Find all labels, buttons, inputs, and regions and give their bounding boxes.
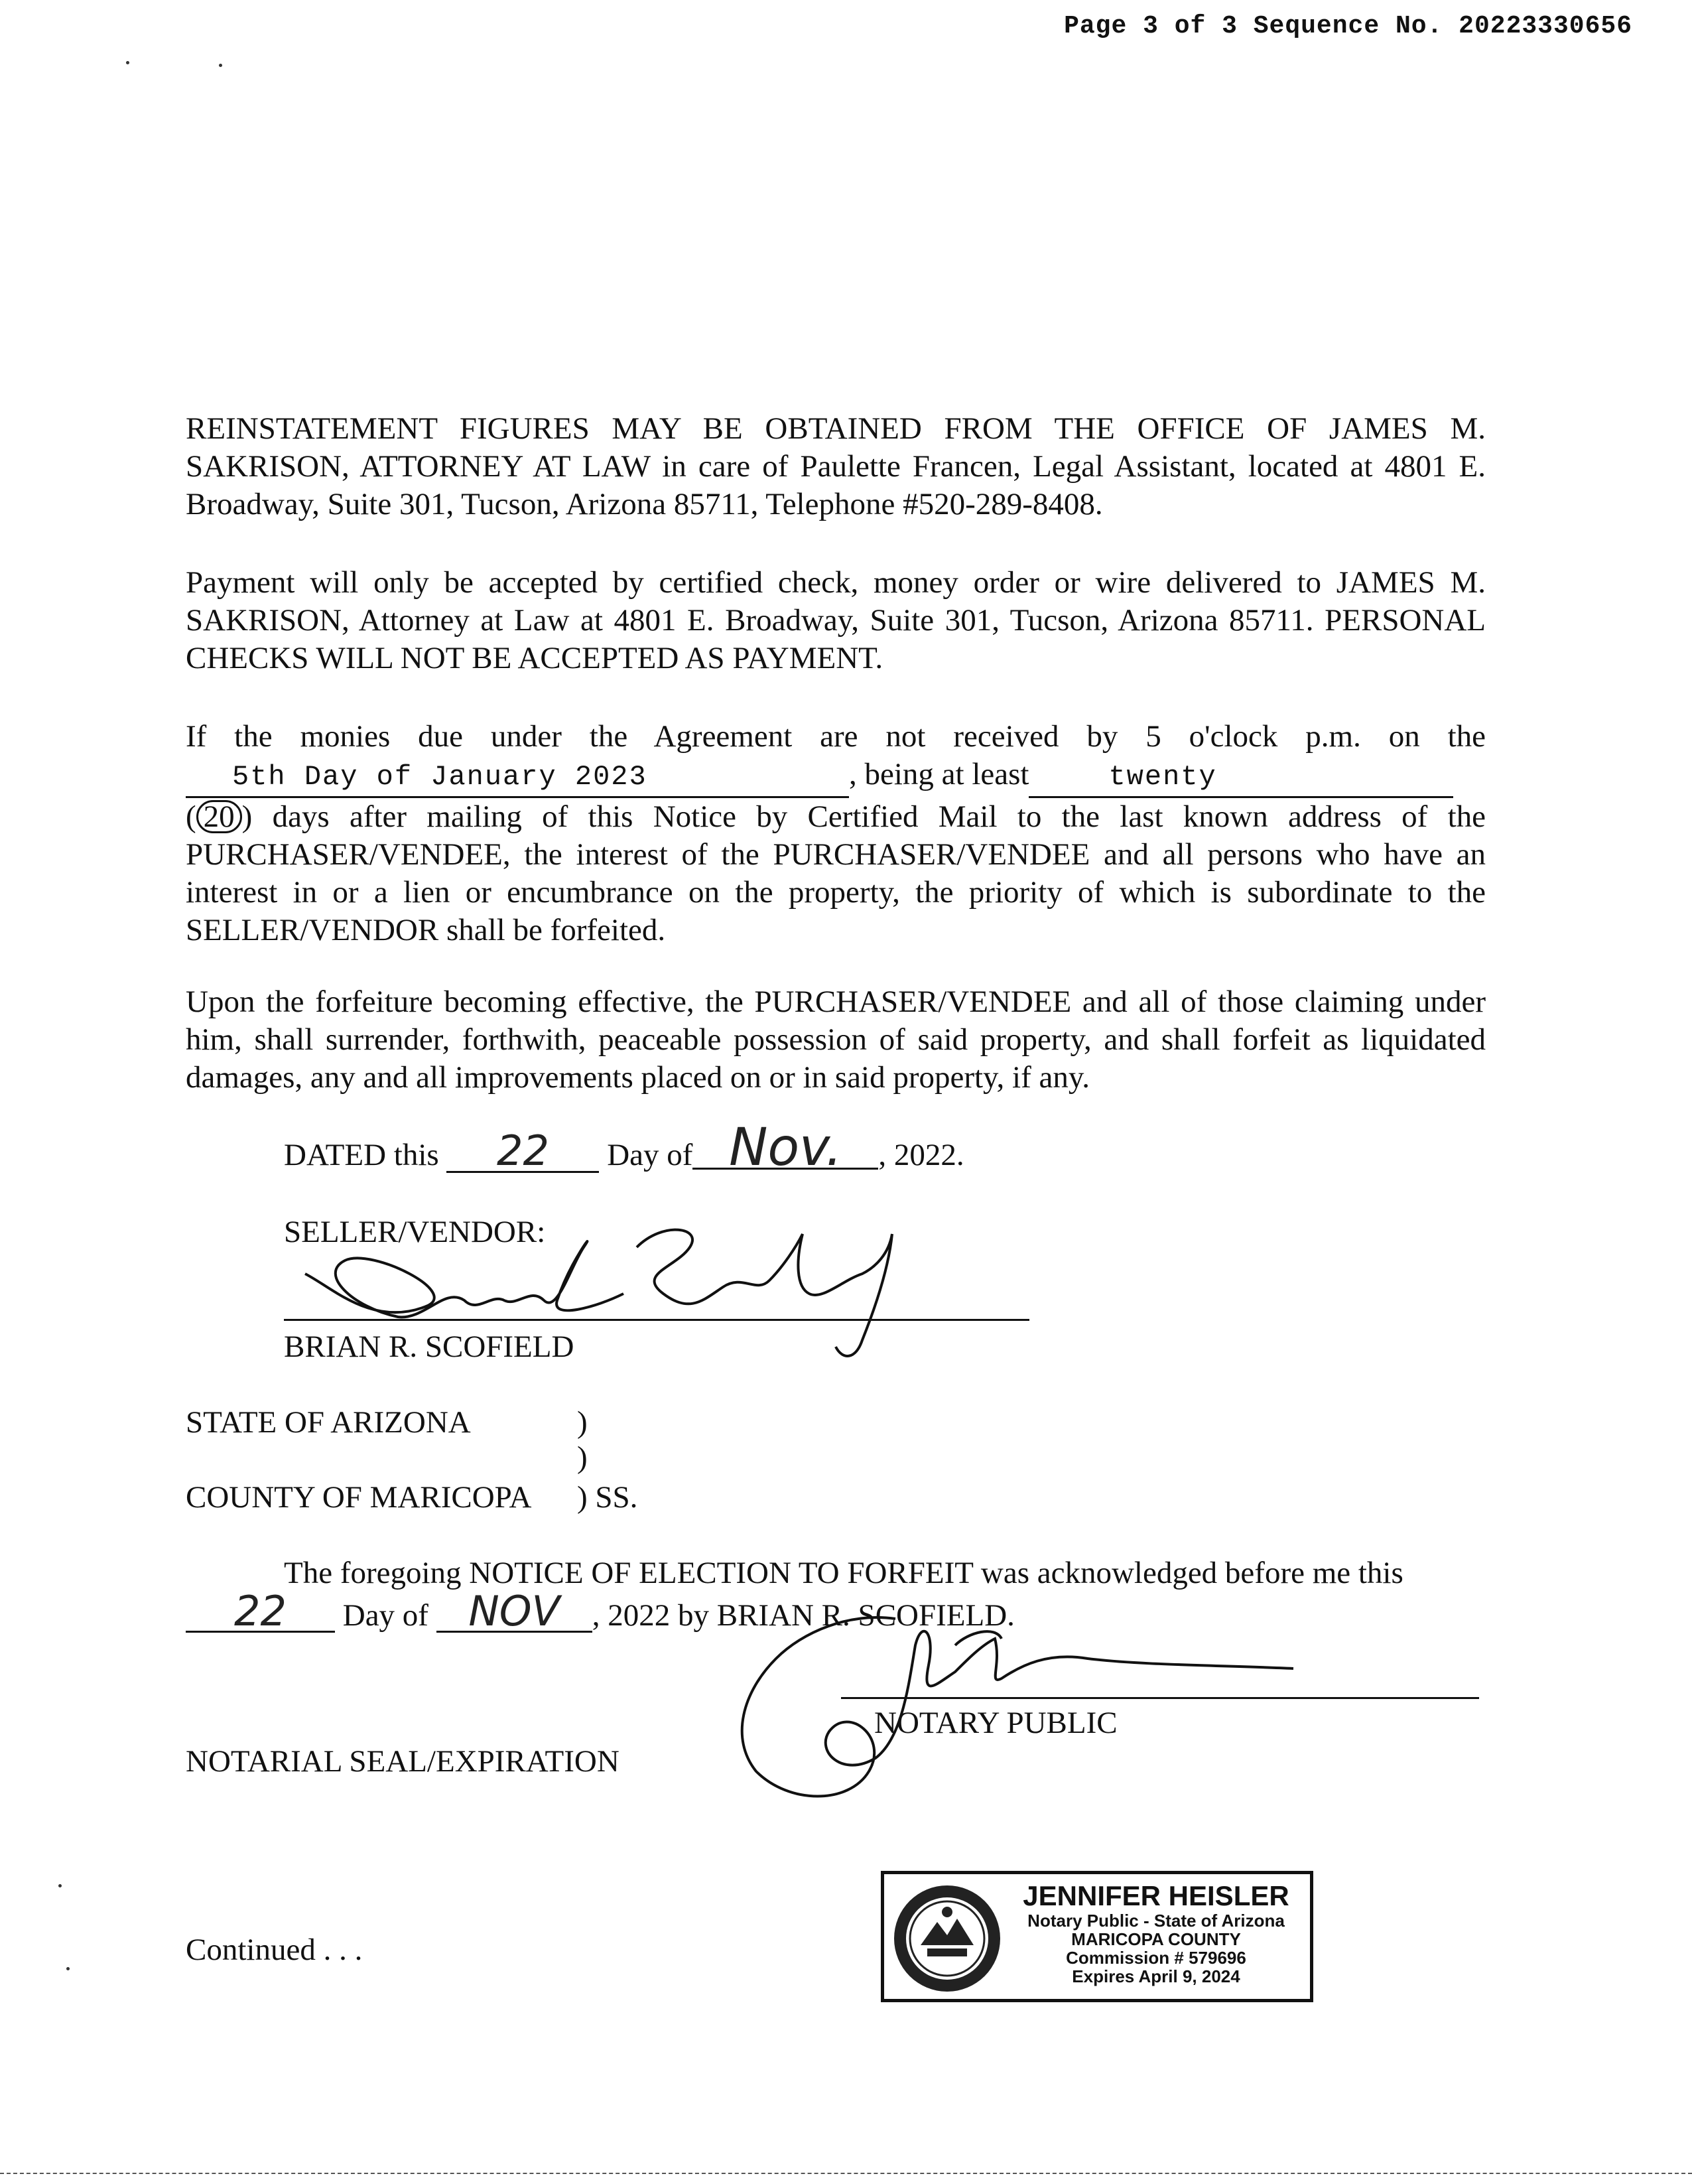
payment-paragraph: Payment will only be accepted by certified check, money order or wire delivered to JAMES M. SAKRISON, Attorney at Law at 4801 E. Broadway, Suite 301, Tucson, Arizona 85711. PERSONAL CHECKS WILL NOT BE ACCEPTED AS PAYMENT. xyxy=(186,565,1486,675)
seller-name: BRIAN R. SCOFIELD xyxy=(284,1330,574,1364)
acknowledgment-intro: The foregoing NOTICE OF ELECTION TO FORFEIT was acknowledged before me this xyxy=(284,1556,1403,1590)
dated-day-field: 22 xyxy=(446,1131,599,1173)
scan-bottom-edge xyxy=(0,2173,1692,2174)
dated-month-field: Nov. xyxy=(692,1128,878,1170)
notary-stamp xyxy=(881,1871,1313,2002)
notary-stamp-name: JENNIFER HEISLER xyxy=(1023,1880,1289,1911)
notarial-seal-label: NOTARIAL SEAL/EXPIRATION xyxy=(186,1744,619,1779)
being-at-least-label: , being at least xyxy=(849,757,1029,791)
days-words-field: twenty xyxy=(1029,758,1453,798)
acknowledgment-day-of: Day of xyxy=(342,1598,428,1633)
page-sequence-header: Page 3 of 3 Sequence No. 20223330656 xyxy=(1064,12,1632,40)
dated-year: , 2022. xyxy=(878,1138,964,1172)
notary-signature-line xyxy=(841,1697,1479,1699)
scan-speck xyxy=(219,64,222,67)
dated-day-of: Day of xyxy=(607,1138,693,1172)
continued-label: Continued . . . xyxy=(186,1933,363,1967)
surrender-paragraph: Upon the forfeiture becoming effective, the PURCHASER/VENDEE and all of those claiming under him, shall surrender, forthwith, peaceable possession of said property, and shall forfeit as liquidated damages, any and all improvements placed on or in said property, if any. xyxy=(186,985,1486,1095)
acknowledgment-suffix: , 2022 by BRIAN R. SCOFIELD. xyxy=(592,1598,1015,1633)
notary-stamp-line1: Notary Public - State of Arizona xyxy=(1027,1911,1285,1931)
acknowledgment-month-field: NOV xyxy=(436,1592,592,1633)
seller-signature-line xyxy=(284,1319,1029,1321)
forfeiture-deadline-paragraph: If the monies due under the Agreement are not received by 5 o'clock p.m. on the 5th Day of January 2023 , being at least twenty ( 20 ) days after mailing of this Notice by Certified Mail to the last known address of the PURCHASER/VENDEE, the interest of the PURCHASER/VENDEE and all persons who have an interest in or a lien or encumbrance on the property, the priority of which is subordinate to the SELLER/VENDOR shall be forfeited. xyxy=(186,719,1486,947)
notary-stamp-line4: Expires April 9, 2024 xyxy=(1072,1966,1240,1986)
notary-stamp-line3: Commission # 579696 xyxy=(1066,1948,1246,1968)
notary-stamp-line2: MARICOPA COUNTY xyxy=(1071,1929,1241,1949)
deadline-rest-text: days after mailing of this Notice by Certified Mail to the last known address of the PURCHASER/VENDEE, the interest of the PURCHASER/VENDEE and all persons who have an interest in or a lien or encumbrance on the property, the priority of which is subordinate to the SELLER/VENDOR shall be forfeited. xyxy=(186,799,1486,947)
deadline-date-line xyxy=(186,756,1486,798)
days-number-field: 20 xyxy=(196,800,242,833)
notary-public-label: NOTARY PUBLIC xyxy=(874,1706,1118,1740)
venue-ss: ) SS. xyxy=(577,1480,638,1515)
deadline-date-field: 5th Day of January 2023 xyxy=(186,758,849,798)
scan-speck xyxy=(126,61,129,64)
venue-paren-1: ) xyxy=(577,1405,588,1440)
venue-county: COUNTY OF MARICOPA xyxy=(186,1480,532,1515)
acknowledgment-day-field: 22 xyxy=(186,1592,335,1633)
seller-label: SELLER/VENDOR: xyxy=(284,1215,546,1249)
deadline-intro-line: If the monies due under the Agreement are not received by 5 o'clock p.m. on the xyxy=(186,719,1486,754)
venue-paren-2: ) xyxy=(577,1440,588,1475)
dated-prefix: DATED this xyxy=(284,1138,439,1172)
venue-state: STATE OF ARIZONA xyxy=(186,1405,471,1440)
scan-speck xyxy=(58,1884,62,1887)
reinstatement-paragraph: REINSTATEMENT FIGURES MAY BE OBTAINED FROM THE OFFICE OF JAMES M. SAKRISON, ATTORNEY AT LAW in care of Paulette Francen, Legal Assistant, located at 4801 E. Broadway, Suite 301, Tucson, Arizona 85711, Telephone #520-289-8408. xyxy=(186,411,1486,521)
dated-line xyxy=(284,1118,964,1178)
scan-speck xyxy=(66,1967,70,1970)
arizona-seal-icon xyxy=(891,1882,1004,1995)
